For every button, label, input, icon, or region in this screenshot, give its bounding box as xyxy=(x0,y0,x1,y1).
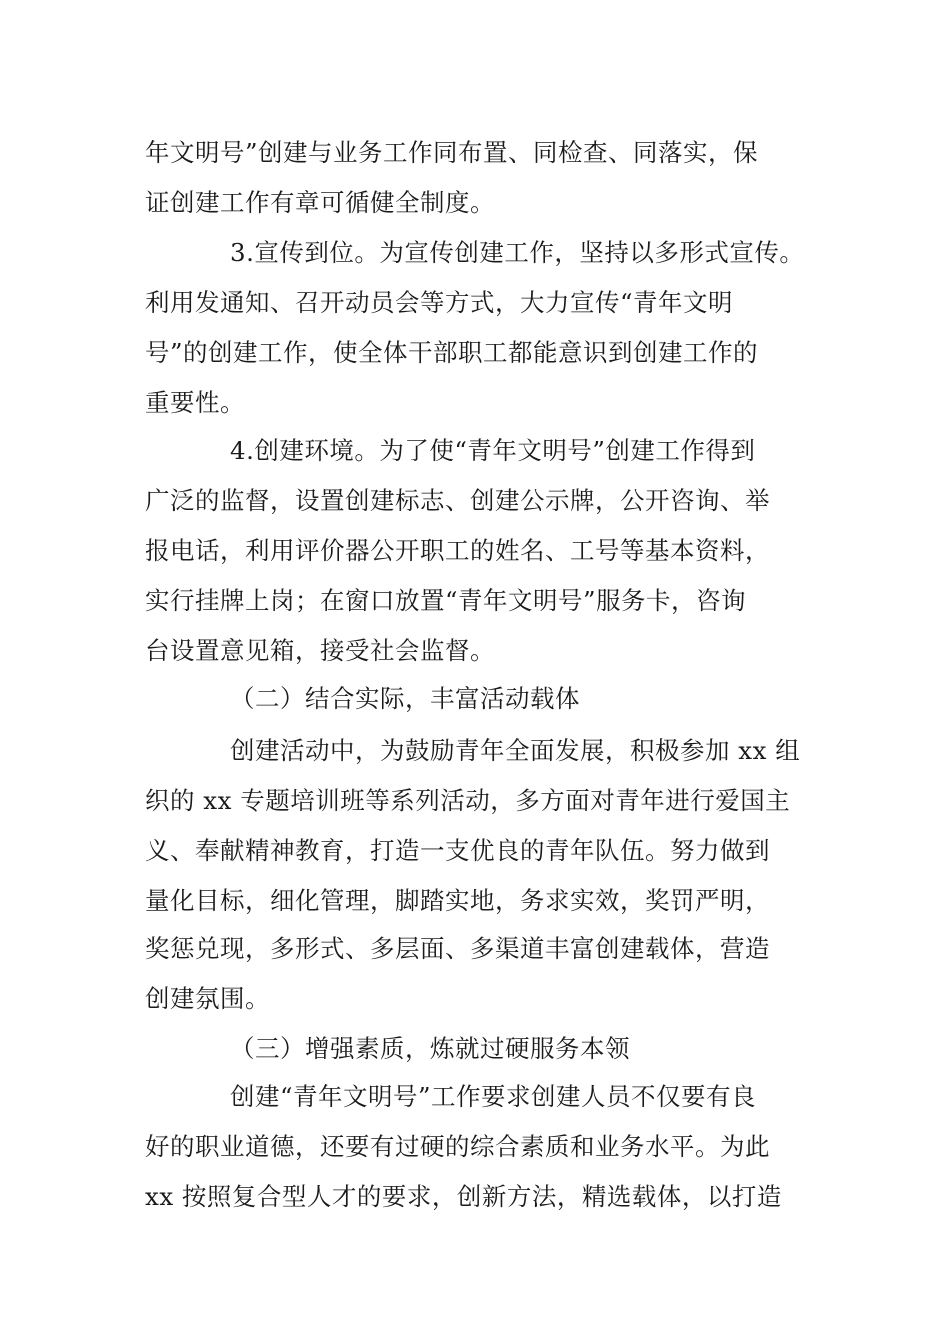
text-line: 实行挂牌上岗；在窗口放置“青年文明号”服务卡，咨询 xyxy=(145,586,747,615)
text-line: 创建“青年文明号”工作要求创建人员不仅要有良 xyxy=(230,1082,757,1111)
text-line: 量化目标，细化管理，脚踏实地，务求实效，奖罚严明， xyxy=(145,886,770,915)
text-line: 利用发通知、召开动员会等方式，大力宣传“青年文明 xyxy=(145,288,734,317)
text-line: 奖惩兑现，多形式、多层面、多渠道丰富创建载体，营造 xyxy=(145,934,770,963)
text-line: 年文明号”创建与业务工作同布置、同检查、同落实，保 xyxy=(145,138,759,167)
text-line: 广泛的监督，设置创建标志、创建公示牌，公开咨询、举 xyxy=(145,486,770,515)
text-line: xx 按照复合型人才的要求，创新方法，精选载体，以打造 xyxy=(145,1182,782,1211)
text-line: 创建活动中，为鼓励青年全面发展，积极参加 xx 组 xyxy=(230,736,801,765)
text-line: 号”的创建工作，使全体干部职工都能意识到创建工作的 xyxy=(145,338,759,367)
text-line: 好的职业道德，还要有过硬的综合素质和业务水平。为此 xyxy=(145,1132,770,1161)
text-line: 台设置意见箱，接受社会监督。 xyxy=(145,636,495,665)
text-line: 义、奉献精神教育，打造一支优良的青年队伍。努力做到 xyxy=(145,836,770,865)
text-line: 3.宣传到位。为宣传创建工作，坚持以多形式宣传。 xyxy=(230,238,805,267)
text-line: 织的 xx 专题培训班等系列活动，多方面对青年进行爱国主 xyxy=(145,786,791,815)
section-heading: （二）结合实际，丰富活动载体 xyxy=(230,684,580,713)
section-heading: （三）增强素质，炼就过硬服务本领 xyxy=(230,1034,630,1063)
text-line: 创建氛围。 xyxy=(145,984,270,1013)
text-line: 4.创建环境。为了使“青年文明号”创建工作得到 xyxy=(230,436,756,465)
text-line: 重要性。 xyxy=(145,388,245,417)
text-line: 报电话，利用评价器公开职工的姓名、工号等基本资料， xyxy=(145,536,770,565)
text-line: 证创建工作有章可循健全制度。 xyxy=(145,188,495,217)
